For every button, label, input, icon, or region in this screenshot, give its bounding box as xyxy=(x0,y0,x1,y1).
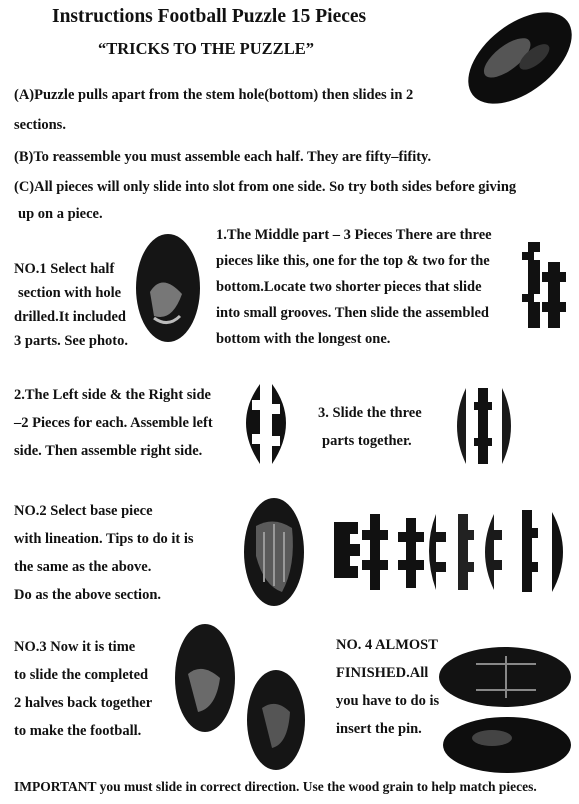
no1-line-1: NO.1 Select half xyxy=(14,261,115,277)
page-title: Instructions Football Puzzle 15 Pieces xyxy=(52,6,367,27)
halves-photo-2 xyxy=(244,668,308,772)
step-a-line-2: sections. xyxy=(14,117,66,133)
no4-line-1: NO. 4 ALMOST xyxy=(336,637,438,653)
no2-line-3: the same as the above. xyxy=(14,559,152,575)
sides-line-2: –2 Pieces for each. Assemble left xyxy=(14,415,213,431)
side-pieces-photo xyxy=(230,382,302,466)
step-c-line-2: up on a piece. xyxy=(18,206,103,222)
base-piece-photo xyxy=(242,496,306,608)
no3-line-2: to slide the completed xyxy=(14,667,149,683)
finished-football-2 xyxy=(440,714,574,776)
sides-line-1: 2.The Left side & the Right side xyxy=(14,387,211,403)
no1-line-2: section with hole xyxy=(18,285,122,301)
sides-line-3: side. Then assemble right side. xyxy=(14,443,203,459)
three-parts-photo xyxy=(448,384,520,468)
middle-line-2: pieces like this, one for the top & two for the xyxy=(216,253,490,269)
all-pieces-photo xyxy=(330,504,576,600)
slide3-line-2: parts together. xyxy=(322,433,412,449)
no4-line-4: insert the pin. xyxy=(336,721,422,737)
slide3-line-1: 3. Slide the three xyxy=(318,405,422,421)
halves-photo-1 xyxy=(172,622,238,734)
no1-line-3: drilled.It included xyxy=(14,309,126,325)
finished-football-1 xyxy=(436,644,574,710)
no3-line-3: 2 halves back together xyxy=(14,695,153,711)
no2-line-4: Do as the above section. xyxy=(14,587,162,603)
no3-line-1: NO.3 Now it is time xyxy=(14,639,136,655)
middle-line-5: bottom with the longest one. xyxy=(216,331,391,347)
half-section-photo xyxy=(132,232,204,344)
no2-line-1: NO.2 Select base piece xyxy=(14,503,153,519)
middle-line-4: into small grooves. Then slide the assembled xyxy=(216,305,489,321)
step-c-line-1: (C)All pieces will only slide into slot from one side. So try both sides before giving xyxy=(14,179,517,195)
middle-line-1: 1.The Middle part – 3 Pieces There are three xyxy=(216,227,492,243)
no1-line-4: 3 parts. See photo. xyxy=(14,333,128,349)
middle-line-3: bottom.Locate two shorter pieces that slide xyxy=(216,279,482,295)
no4-line-3: you have to do is xyxy=(336,693,440,709)
football-photo xyxy=(462,8,577,108)
middle-pieces-photo xyxy=(520,238,574,332)
page-subtitle: “TRICKS TO THE PUZZLE” xyxy=(98,39,314,58)
step-b: (B)To reassemble you must assemble each half. They are fifty–fifity. xyxy=(14,149,432,165)
no4-line-2: FINISHED.All xyxy=(336,665,429,681)
no3-line-4: to make the football. xyxy=(14,723,142,739)
step-a-line-1: (A)Puzzle pulls apart from the stem hole(bottom) then slides in 2 xyxy=(14,87,414,103)
important-note: IMPORTANT you must slide in correct direction. Use the wood grain to help match pieces. xyxy=(14,779,537,794)
no2-line-2: with lineation. Tips to do it is xyxy=(14,531,194,547)
